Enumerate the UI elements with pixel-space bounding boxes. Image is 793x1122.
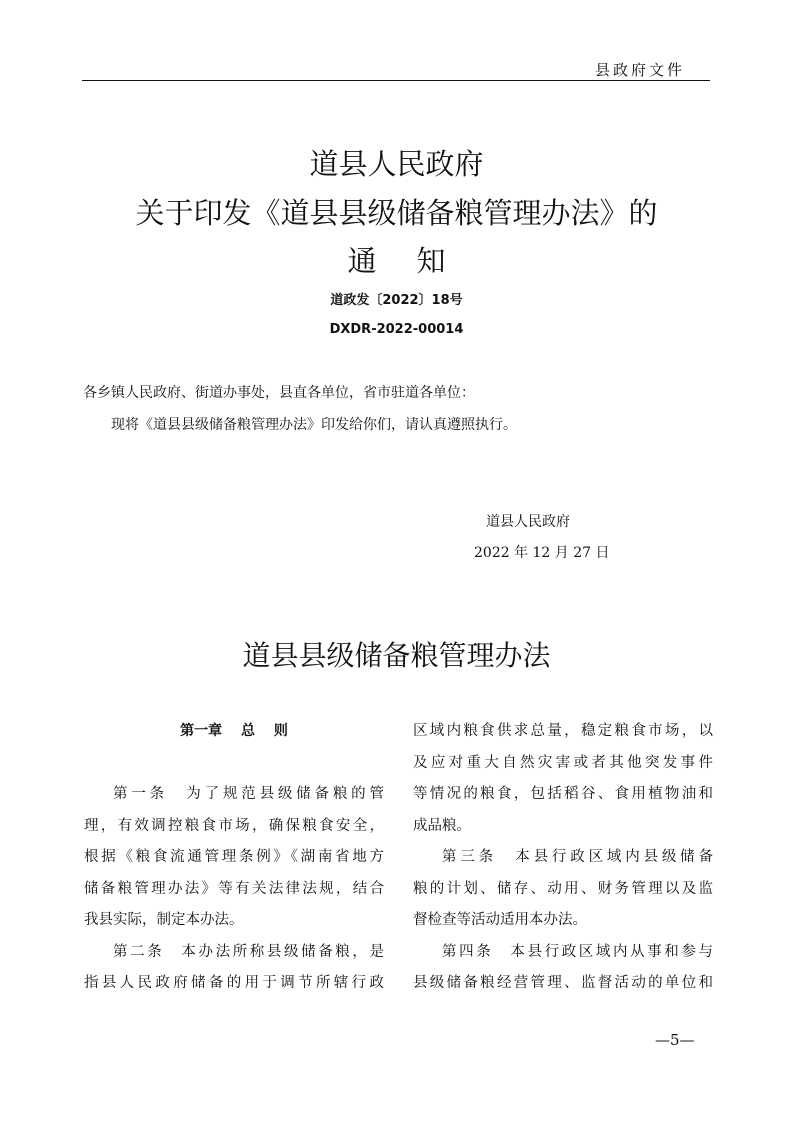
blank-line <box>84 748 384 780</box>
regulation-title: 道县县级储备粮管理办法 <box>242 639 551 672</box>
article-1-line-1: 第一条 为了规范县级储备粮的管 <box>113 786 384 802</box>
header-rule <box>82 80 710 81</box>
article-2-line-3: 区域内粮食供求总量，稳定粮食市场，以 <box>413 723 713 739</box>
notice-title-issuer: 道县人民政府 <box>309 147 484 181</box>
article-2-line-2: 指县人民政府储备的用于调节所辖行政 <box>84 975 384 991</box>
page-number: —5— <box>655 1031 695 1049</box>
article-3-line-2: 粮的计划、储存、动用、财务管理以及监 <box>413 880 713 897</box>
left-text-column <box>84 716 384 1000</box>
document-code: DXDR-2022-00014 <box>329 322 464 337</box>
article-2-line-6: 成品粮。 <box>413 817 471 834</box>
signature-organization: 道县人民政府 <box>486 514 570 530</box>
article-3-line-3: 督检查等活动适用本办法。 <box>413 912 587 928</box>
notice-body: 现将《道县县级储备粮管理办法》印发给你们，请认真遵照执行。 <box>111 417 517 433</box>
chapter-heading: 第一章 总 则 <box>180 723 288 739</box>
notice-title-type: 通知 <box>347 244 486 278</box>
signature-date: 2022 年 12 月 27 日 <box>474 545 610 561</box>
article-3-line-1: 第三条 本县行政区域内县级储备 <box>442 849 713 865</box>
article-1-line-2: 理，有效调控粮食市场，确保粮食安全， <box>84 817 384 834</box>
notice-title-subject: 关于印发《道县县级储备粮管理办法》的 <box>135 196 658 230</box>
article-4-line-1: 第四条 本县行政区域内从事和参与 <box>442 943 713 960</box>
article-2-line-5: 等情况的粮食，包括稻谷、食用植物油和 <box>413 786 713 802</box>
document-number: 道政发〔2022〕18号 <box>330 293 463 308</box>
article-2-line-1: 第二条 本办法所称县级储备粮，是 <box>113 943 384 960</box>
article-1-line-4: 储备粮管理办法》等有关法律法规，结合 <box>84 880 384 897</box>
article-2-line-4: 及应对重大自然灾害或者其他突发事件 <box>413 754 713 771</box>
article-1-line-5: 我县实际，制定本办法。 <box>84 912 244 928</box>
document-type-label: 县政府文件 <box>595 61 686 79</box>
addressee-line: 各乡镇人民政府、街道办事处，县直各单位，省市驻道各单位： <box>83 385 475 401</box>
article-4-line-2: 县级储备粮经营管理、监督活动的单位和 <box>413 975 713 991</box>
right-text-column <box>413 716 713 1000</box>
article-1-line-3: 根据《粮食流通管理条例》《湖南省地方 <box>84 849 384 865</box>
